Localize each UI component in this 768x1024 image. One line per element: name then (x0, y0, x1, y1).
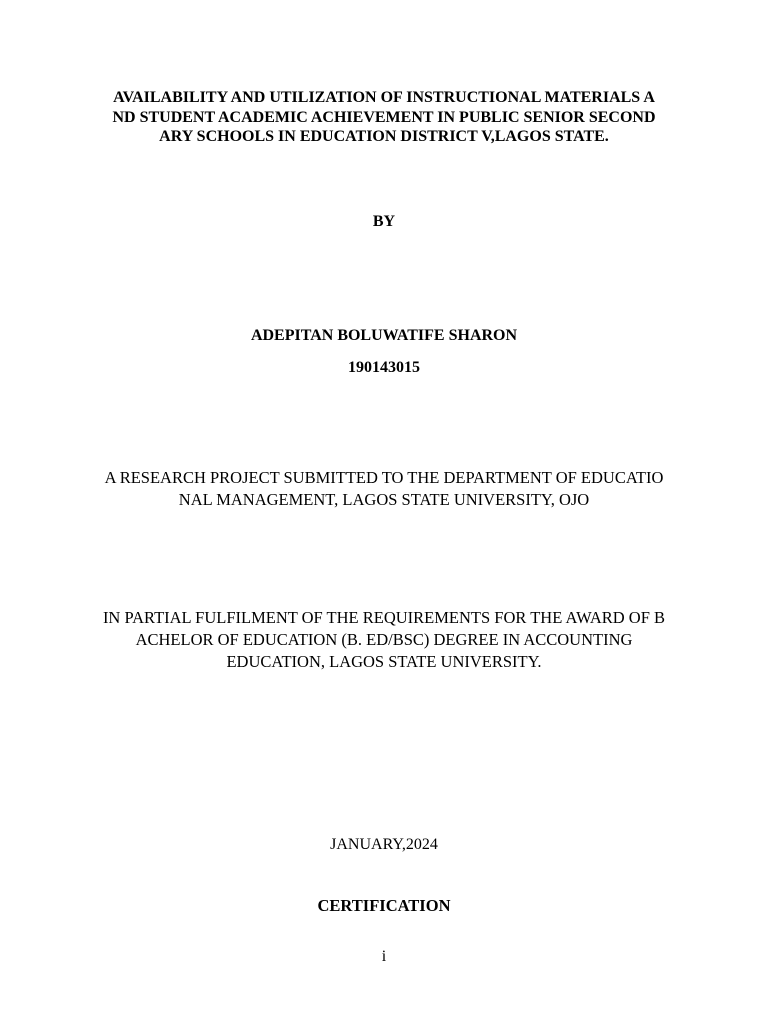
fulfilment-statement (66, 607, 702, 673)
fulfilment-line: ACHELOR OF EDUCATION (B. ED/BSC) DEGREE IN ACCOUNTING (135, 630, 633, 649)
submission-date: JANUARY,2024 (330, 836, 438, 853)
title-line: ARY SCHOOLS IN EDUCATION DISTRICT V,LAGOS STATE. (159, 128, 609, 145)
fulfilment-line: IN PARTIAL FULFILMENT OF THE REQUIREMENTS FOR THE AWARD OF B (102, 608, 666, 627)
page-number: i (381, 948, 387, 965)
project-title (66, 88, 702, 147)
title-line: AVAILABILITY AND UTILIZATION OF INSTRUCTIONAL MATERIALS A (113, 89, 655, 106)
submission-line: NAL MANAGEMENT, LAGOS STATE UNIVERSITY, OJO (178, 490, 590, 509)
certification-heading: CERTIFICATION (317, 896, 451, 915)
submission-statement (66, 467, 702, 511)
matric-number: 190143015 (348, 359, 420, 376)
title-line: ND STUDENT ACADEMIC ACHIEVEMENT IN PUBLIC SENIOR SECOND (112, 108, 656, 126)
author-name: ADEPITAN BOLUWATIFE SHARON (250, 327, 518, 344)
fulfilment-line: EDUCATION, LAGOS STATE UNIVERSITY. (226, 652, 542, 671)
by-label: BY (372, 213, 396, 230)
submission-line: A RESEARCH PROJECT SUBMITTED TO THE DEPARTMENT OF EDUCATIO (104, 468, 664, 487)
